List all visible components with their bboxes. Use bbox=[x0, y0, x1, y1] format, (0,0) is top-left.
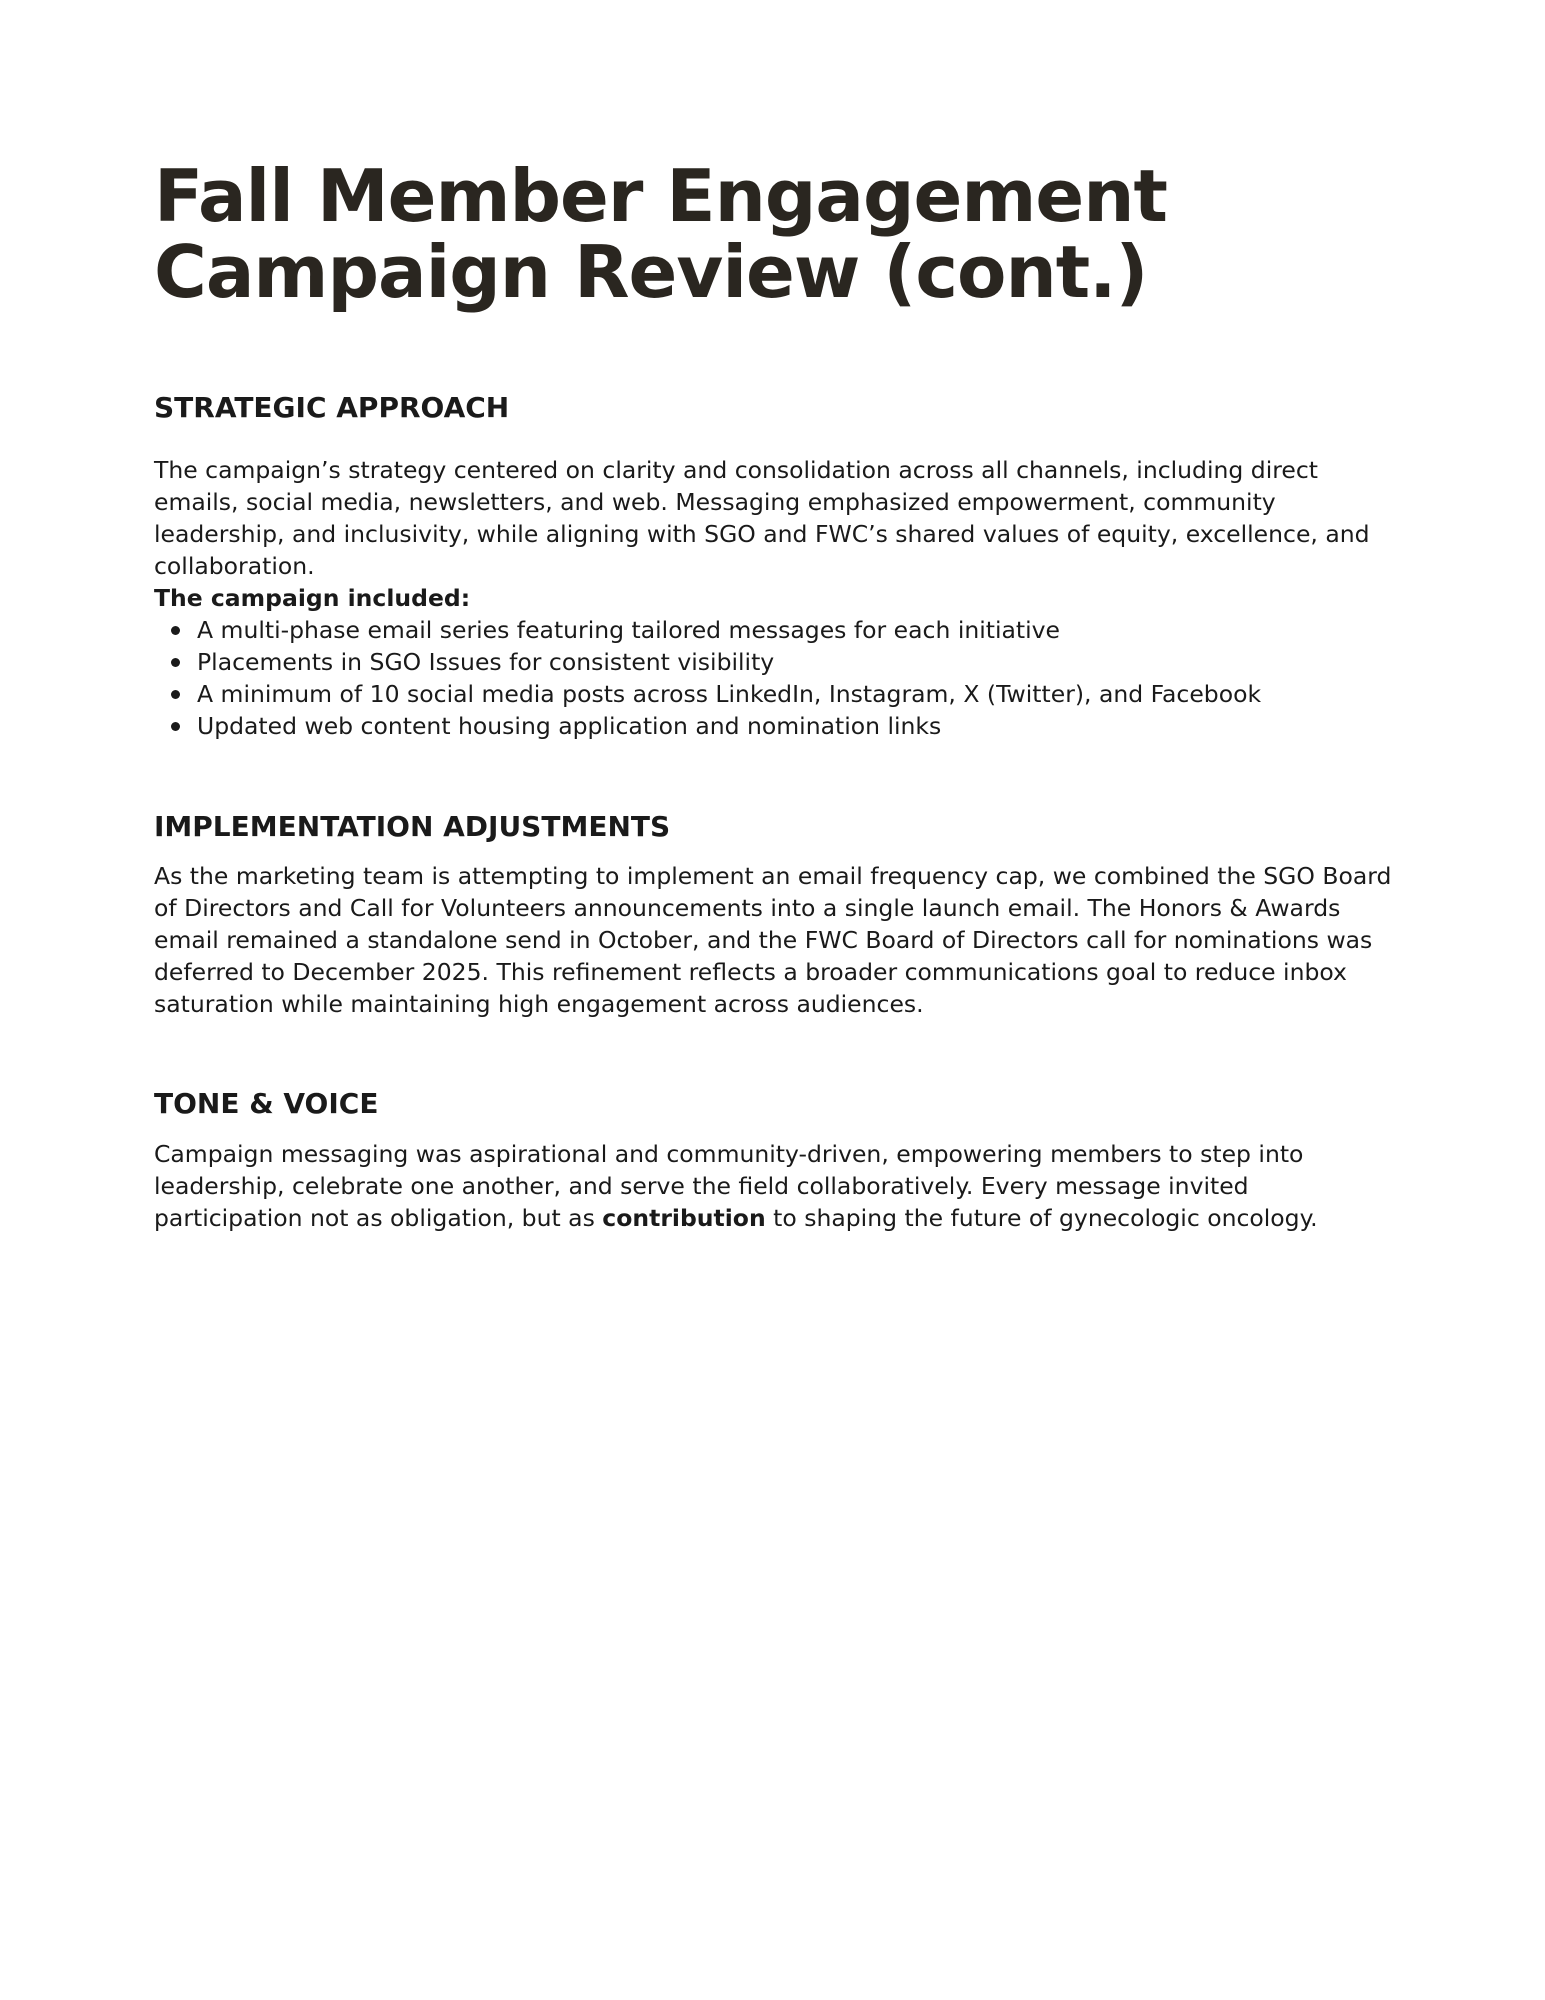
tone-voice-emphasis: contribution bbox=[602, 1204, 766, 1232]
list-item bbox=[197, 614, 1261, 646]
strategic-approach-heading: STRATEGIC APPROACH bbox=[154, 391, 510, 424]
list-item bbox=[197, 678, 1261, 710]
page-title-line-2: Campaign Review (cont.) bbox=[154, 230, 1148, 314]
list-item-text: Placements in SGO Issues for consistent visibility bbox=[197, 648, 775, 676]
list-item-text: A multi-phase email series featuring tailored messages for each initiative bbox=[197, 616, 1061, 644]
bullet-icon bbox=[171, 690, 180, 699]
strategic-approach-paragraph: The campaign’s strategy centered on clarity and consolidation across all channels, including direct emails, social media, newsletters, and web. Messaging emphasized empowerment, community leadership, and inclusivity, while aligning with SGO and FWC’s shared values of equity, excellence, and collaboration. bbox=[154, 456, 1370, 580]
campaign-included-label: The campaign included: bbox=[154, 584, 471, 612]
implementation-adjustments-heading: IMPLEMENTATION ADJUSTMENTS bbox=[154, 810, 671, 843]
page-title bbox=[154, 154, 1394, 314]
campaign-included-list bbox=[154, 614, 1261, 742]
list-item bbox=[197, 646, 1261, 678]
page-title-line-1: Fall Member Engagement bbox=[154, 154, 1167, 238]
list-item-text: Updated web content housing application and nomination links bbox=[197, 712, 942, 740]
tone-voice-text-after: to shaping the future of gynecologic oncology. bbox=[765, 1204, 1318, 1232]
tone-voice-paragraph bbox=[154, 1138, 1394, 1234]
document-page bbox=[154, 154, 1394, 1232]
implementation-adjustments-paragraph: As the marketing team is attempting to implement an email frequency cap, we combined the SGO Board of Directors and Call for Volunteers announcements into a single launch email. The Honors & Awards email remained a standalone send in October, and the FWC Board of Directors call for nominations was deferred to December 2025. This refinement reflects a broader communications goal to reduce inbox saturation while maintaining high engagement across audiences. bbox=[154, 862, 1392, 1018]
bullet-icon bbox=[171, 626, 180, 635]
list-item-text: A minimum of 10 social media posts across LinkedIn, Instagram, X (Twitter), and Facebook bbox=[197, 680, 1262, 708]
bullet-icon bbox=[171, 722, 180, 731]
tone-voice-text-before: Campaign messaging was aspirational and community-driven, empowering members to step into leadership, celebrate one another, and serve the field collaboratively. Every message invited participation not as obligation, but as bbox=[154, 1140, 1304, 1232]
tone-voice-heading: TONE & VOICE bbox=[154, 1087, 379, 1120]
list-item bbox=[197, 710, 1261, 742]
bullet-icon bbox=[171, 658, 180, 667]
